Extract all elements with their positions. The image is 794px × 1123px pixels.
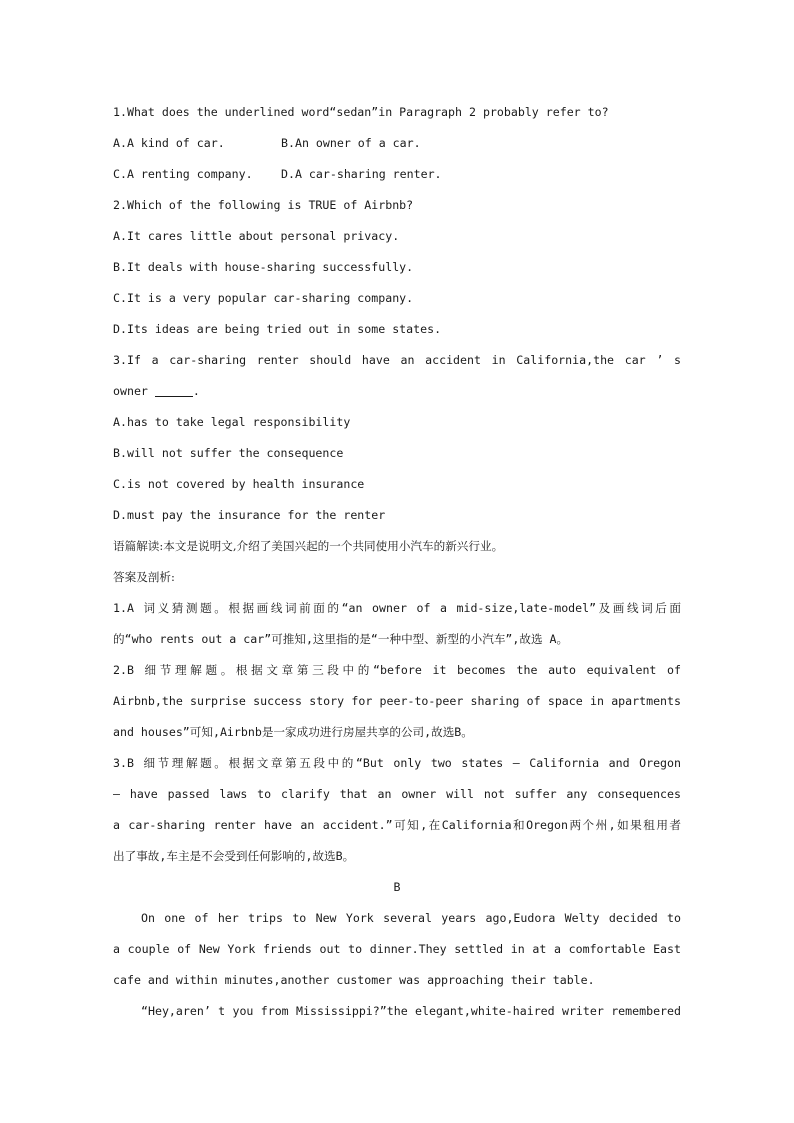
answer-2-line-3: and houses”可知,Airbnb是一家成功进行房屋共享的公司,故选B。	[113, 725, 473, 739]
passage-b-paragraph-1-line-2: a couple of New York friends out to dinner.They settled in at a comfortable East	[113, 942, 681, 956]
question-1-option-d: D.A car-sharing renter.	[281, 167, 442, 181]
question-3-option-b: B.will not suffer the consequence	[113, 446, 344, 460]
question-3-option-d: D.must pay the insurance for the renter	[113, 508, 386, 522]
answer-1-line-2: 的“who rents out a car”可推知,这里指的是“一种中型、新型的小汽车”,故选 A。	[113, 632, 569, 646]
passage-b-paragraph-1-line-1: On one of her trips to New York several years ago,Eudora Welty decided to	[141, 911, 681, 925]
question-1-option-b: B.An owner of a car.	[281, 136, 421, 150]
answers-title: 答案及剖析:	[113, 570, 175, 584]
answer-3-line-3: a car-sharing renter have an accident.”可知,在California和Oregon两个州,如果租用者	[113, 818, 681, 832]
answer-3-line-1: 3.B 细节理解题。根据文章第五段中的“But only two states — California and Oregon	[113, 756, 681, 770]
question-1-options-row-1	[113, 128, 681, 159]
passage-b-paragraph-1-line-3: cafe and within minutes,another customer was approaching their table.	[113, 973, 595, 987]
question-1-stem: 1.What does the underlined word“sedan”in Paragraph 2 probably refer to?	[113, 105, 609, 119]
question-1-option-c: C.A renting company.	[113, 167, 253, 181]
question-3-option-c: C.is not covered by health insurance	[113, 477, 365, 491]
document-page	[113, 97, 681, 1027]
question-2-option-d: D.Its ideas are being tried out in some states.	[113, 322, 442, 336]
question-3-stem-end: .	[192, 384, 200, 398]
section-b-heading: B	[393, 880, 401, 894]
answer-3-line-2: — have passed laws to clarify that an owner will not suffer any consequences	[113, 787, 681, 801]
question-2-option-b: B.It deals with house-sharing successfully.	[113, 260, 414, 274]
passage-summary: 语篇解读:本文是说明文,介绍了美国兴起的一个共同使用小汽车的新兴行业。	[113, 539, 504, 553]
question-2-option-a: A.It cares little about personal privacy.	[113, 229, 400, 243]
question-3-stem-owner: owner	[113, 384, 148, 398]
question-1-options-row-2	[113, 159, 681, 190]
question-3-stem-line-2	[113, 376, 681, 407]
answer-2-line-2: Airbnb,the surprise success story for peer-to-peer sharing of space in apartments	[113, 694, 681, 708]
question-1-option-a: A.A kind of car.	[113, 136, 225, 150]
question-2-stem: 2.Which of the following is TRUE of Airbnb?	[113, 198, 414, 212]
question-3-stem-line-1: 3.If a car-sharing renter should have an accident in California,the car ’ s	[113, 353, 681, 367]
answer-2-line-1: 2.B 细节理解题。根据文章第三段中的“before it becomes the auto equivalent of	[113, 663, 681, 677]
answer-1-line-1: 1.A 词义猜测题。根据画线词前面的“an owner of a mid-size,late-model”及画线词后面	[113, 601, 681, 615]
answer-3-line-4: 出了事故,车主是不会受到任何影响的,故选B。	[113, 849, 355, 863]
question-3-option-a: A.has to take legal responsibility	[113, 415, 351, 429]
question-2-option-c: C.It is a very popular car-sharing company.	[113, 291, 414, 305]
answer-blank	[155, 382, 193, 397]
passage-b-paragraph-2-line-1: “Hey,aren’ t you from Mississippi?”the elegant,white-haired writer remembered	[141, 1004, 681, 1018]
